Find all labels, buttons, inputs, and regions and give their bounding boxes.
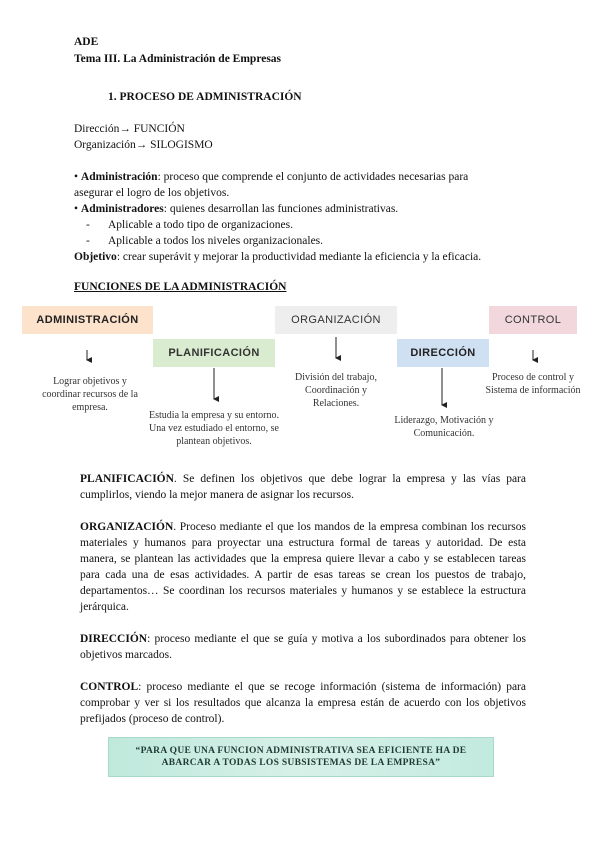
quote-line: ABARCAR A TODAS LOS SUBSISTEMAS DE LA EMPRESA” — [161, 758, 441, 768]
functions-title: FUNCIONES DE LA ADMINISTRACIÓN — [74, 281, 287, 293]
dash-icon: - — [86, 219, 90, 231]
planificacion-term: PLANIFICACIÓN — [80, 473, 174, 485]
dash-item: - Aplicable a todos los niveles organizacionales. — [86, 235, 324, 247]
dash-icon: - — [86, 235, 90, 247]
organizacion-line: Organización→ SILOGISMO — [74, 139, 213, 151]
direccion-line: Dirección→ FUNCIÓN — [74, 123, 185, 135]
objective-term: Objetivo — [74, 251, 117, 263]
section-title: 1. PROCESO DE ADMINISTRACIÓN — [108, 91, 302, 103]
control-term: CONTROL — [80, 681, 139, 693]
organizacion-description: División del trabajo, Coordinación y Relaciones. — [295, 372, 377, 409]
direccion-paragraph: DIRECCIÓN: proceso mediante el que se guía y motiva a los subordinados para obtener los objetivos marcados. — [80, 633, 526, 661]
admin-text: : proceso que comprende el conjunto de actividades necesarias para — [157, 171, 469, 183]
bullet-icon: • — [74, 171, 79, 183]
admins-text: : quienes desarrollan las funciones administrativas. — [163, 203, 399, 215]
direccion-term: DIRECCIÓN — [80, 633, 148, 645]
admins-term: Administradores — [80, 203, 164, 215]
direccion-description: Liderazgo, Motivación y Comunicación. — [394, 415, 494, 439]
subject-heading: ADE — [74, 36, 99, 48]
topic-heading: Tema III. La Administración de Empresas — [74, 53, 282, 65]
bullet-icon: • — [74, 203, 79, 215]
organizacion-box: ORGANIZACIÓN — [275, 306, 397, 334]
organizacion-term: ORGANIZACIÓN — [80, 521, 174, 533]
control-paragraph: CONTROL: proceso mediante el que se recoge información (sistema de información) para comprobar y ver si los resultados que alcanza la empresa están de acuerdo con los objetivos prefijados (proceso de control). — [80, 681, 526, 725]
planificacion-box: PLANIFICACIÓN — [153, 339, 275, 367]
admin-description: Lograr objetivos y coordinar recursos de la empresa. — [42, 376, 138, 413]
quote-line: “PARA QUE UNA FUNCION ADMINISTRATIVA SEA EFICIENTE HA DE — [135, 746, 467, 756]
admin-definition-cont: asegurar el logro de los objetivos. — [74, 187, 230, 199]
dash-item: - Aplicable a todo tipo de organizaciones. — [86, 219, 294, 231]
admin-term: Administración — [80, 171, 158, 183]
direccion-box: DIRECCIÓN — [397, 339, 489, 367]
control-box: CONTROL — [489, 306, 577, 334]
planificacion-paragraph: PLANIFICACIÓN. Se definen los objetivos que debe lograr la empresa y las vías para cumplirlos, viendo la mejor manera de asignar los recursos. — [80, 473, 526, 501]
quote-banner — [108, 737, 494, 777]
planificacion-description: Estudia la empresa y su entorno. Una vez estudiado el entorno, se plantean objetivos. — [149, 410, 279, 447]
organizacion-paragraph: ORGANIZACIÓN. Proceso mediante el que los mandos de la empresa combinan los recursos materiales y humanos para proyectar una estructura formal de tareas y autoridad. De esta manera, se plantean las actividades que la empresa quiere llevar a cabo y se establecen tareas para cada una de esas actividades. A partir de esas tareas se crean los puestos de trabajo, departamentos… Se coordinan los recursos materiales y humanos y se establece la estructura jerárquica. — [80, 521, 526, 613]
admin-box: ADMINISTRACIÓN — [22, 306, 153, 334]
control-description: Proceso de control y Sistema de información — [485, 372, 581, 396]
objective-text: : crear superávit y mejorar la productividad mediante la eficiencia y la eficacia. — [116, 251, 482, 263]
